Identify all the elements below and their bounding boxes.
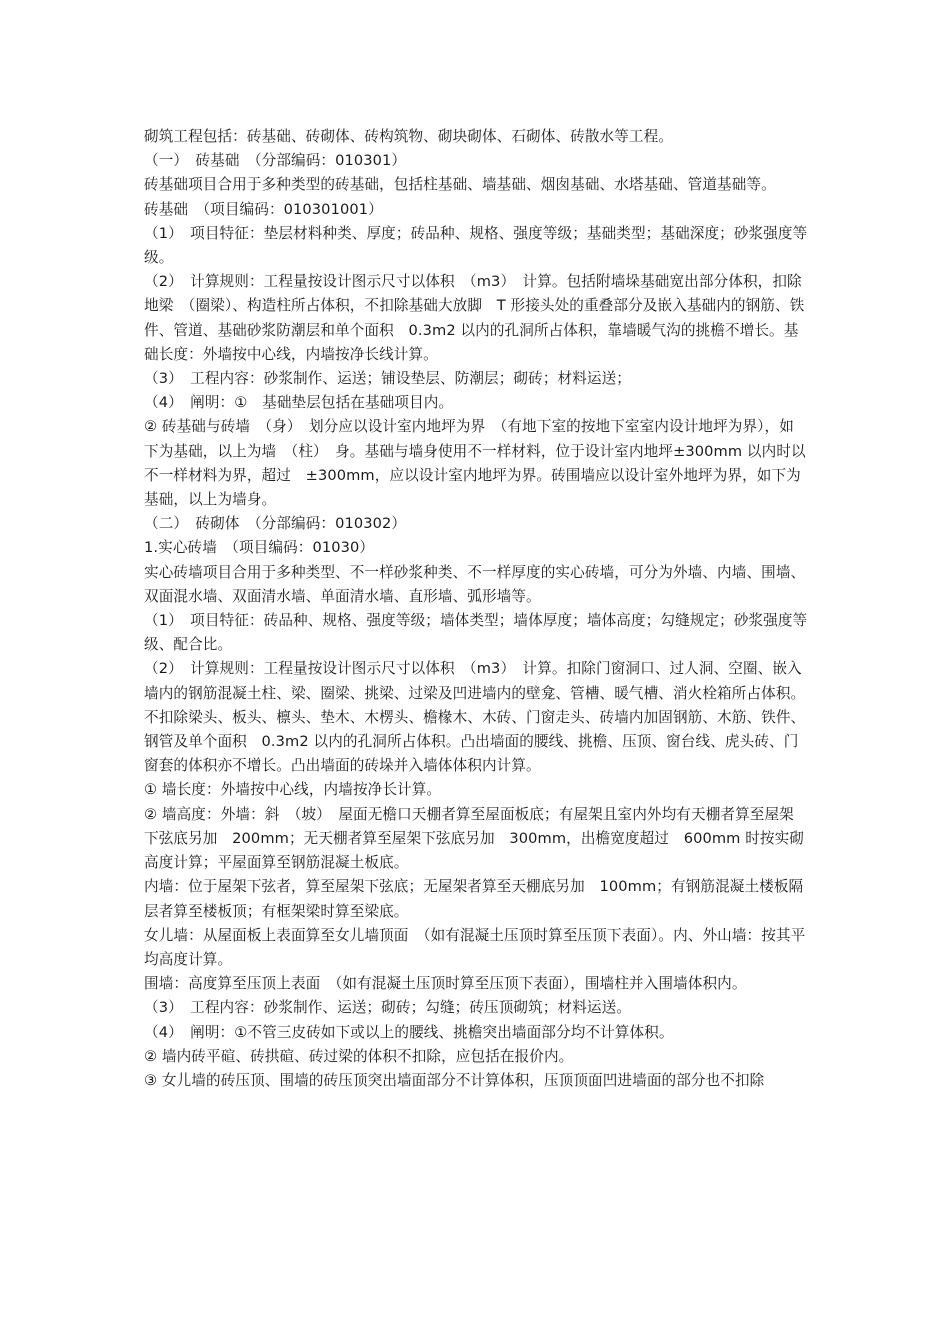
intro-paragraph: 砌筑工程包括：砖基础、砖砌体、砖构筑物、砌块砌体、石砌体、砖散水等工程。: [144, 128, 673, 145]
document-body: [144, 125, 808, 1093]
item-heading: 砖基础 （项目编码：010301001）: [144, 200, 383, 218]
body-paragraph: （1） 项目特征：砖品种、规格、强度等级；墙体类型；墙体厚度；墙体高度；勾缝规定；砂浆强度等级、配合比。: [144, 612, 808, 654]
body-paragraph: 实心砖墙项目合用于多种类型、不一样砂浆种类、不一样厚度的实心砖墙，可分为外墙、内墙、围墙、双面混水墙、双面清水墙、单面清水墙、直形墙、弧形墙等。: [144, 563, 806, 605]
body-paragraph: ② 墙内砖平碹、砖拱碹、砖过梁的体积不扣除，应包括在报价内。: [144, 1047, 574, 1065]
body-paragraph: （2） 计算规则：工程量按设计图示尺寸以体积 （m3） 计算。包括附墙垛基础宽出部分体积，扣除地梁 （圈梁）、构造柱所占体积，不扣除基础大放脚 T 形接头处的重叠部分及嵌入基础内的钢筋、铁件、管道、基础砂浆防潮层和单个面积 0.3m2 以内的孔洞所占体积，靠墙暖气沟的挑檐不增长。基础长度：外墙按中心线，内墙按净长线计算。: [144, 273, 805, 363]
body-paragraph: （4） 阐明：① 基础垫层包括在基础项目内。: [144, 394, 454, 412]
body-paragraph: 围墙：高度算至压顶上表面 （如有混凝土压顶时算至压顶下表面），围墙柱并入围墙体积内。: [144, 975, 747, 993]
item-heading: 1.实心砖墙 （项目编码：01030）: [144, 539, 375, 557]
body-paragraph: ② 砖基础与砖墙 （身） 划分应以设计室内地坪为界 （有地下室的按地下室室内设计地坪为界），如下为基础，以上为墙 （柱） 身。基础与墙身使用不一样材料，位于设计室内地坪±300mm 以内时以不一样材料为界，超过 ±300mm，应以设计室内地坪为界。砖围墙应以设计室外地坪为界，如下为基础，以上为墙身。: [144, 418, 806, 509]
body-paragraph: （3） 工程内容：砂浆制作、运送；砌砖；勾缝；砖压顶砌筑；材料运送。: [144, 999, 631, 1017]
body-paragraph: 砖基础项目合用于多种类型的砖基础，包括柱基础、墙基础、烟囱基础、水塔基础、管道基础等。: [144, 176, 776, 194]
body-paragraph: （4） 阐明：①不管三皮砖如下或以上的腰线、挑檐突出墙面部分均不计算体积。: [144, 1023, 674, 1041]
body-paragraph: 女儿墙：从屋面板上表面算至女儿墙顶面 （如有混凝土压顶时算至压顶下表面）。内、外山墙：按其平均高度计算。: [144, 926, 806, 968]
body-paragraph: （3） 工程内容：砂浆制作、运送；铺设垫层、防潮层；砌砖；材料运送；: [144, 370, 631, 388]
body-paragraph: （2） 计算规则：工程量按设计图示尺寸以体积 （m3） 计算。扣除门窗洞口、过人洞、空圈、嵌入墙内的钢筋混凝土柱、梁、圈梁、挑梁、过梁及凹进墙内的壁龛、管槽、暖气槽、消火栓箱所占体积。不扣除梁头、板头、檩头、垫木、木楞头、檐椽木、木砖、门窗走头、砖墙内加固钢筋、木筋、铁件、钢管及单个面积 0.3m2 以内的孔洞所占体积。凸出墙面的腰线、挑檐、压顶、窗台线、虎头砖、门窗套的体积亦不增长。凸出墙面的砖垛并入墙体体积内计算。: [144, 660, 806, 775]
body-paragraph: （1） 项目特征：垫层材料种类、厚度；砖品种、规格、强度等级；基础类型；基础深度；砂浆强度等级。: [144, 224, 808, 267]
section-heading-brick-masonry: （二） 砖砌体 （分部编码：010302）: [144, 515, 407, 533]
body-paragraph: ② 墙高度：外墙：斜 （坡） 屋面无檐口天棚者算至屋面板底；有屋架且室内外均有天棚者算至屋架下弦底另加 200mm；无天棚者算至屋架下弦底另加 300mm，出檐宽度超过 600mm 时按实砌高度计算；平屋面算至钢筋混凝土板底。: [144, 805, 804, 872]
body-paragraph: ① 墙长度：外墙按中心线，内墙按净长计算。: [144, 781, 442, 799]
section-heading-brick-foundation: （一） 砖基础 （分部编码：010301）: [144, 152, 407, 170]
body-paragraph: 内墙：位于屋架下弦者，算至屋架下弦底；无屋架者算至天棚底另加 100mm；有钢筋混凝土楼板隔层者算至楼板顶；有框架梁时算至梁底。: [144, 878, 804, 920]
body-paragraph: ③ 女儿墙的砖压顶、围墙的砖压顶突出墙面部分不计算体积，压顶顶面凹进墙面的部分也不扣除: [144, 1071, 765, 1089]
